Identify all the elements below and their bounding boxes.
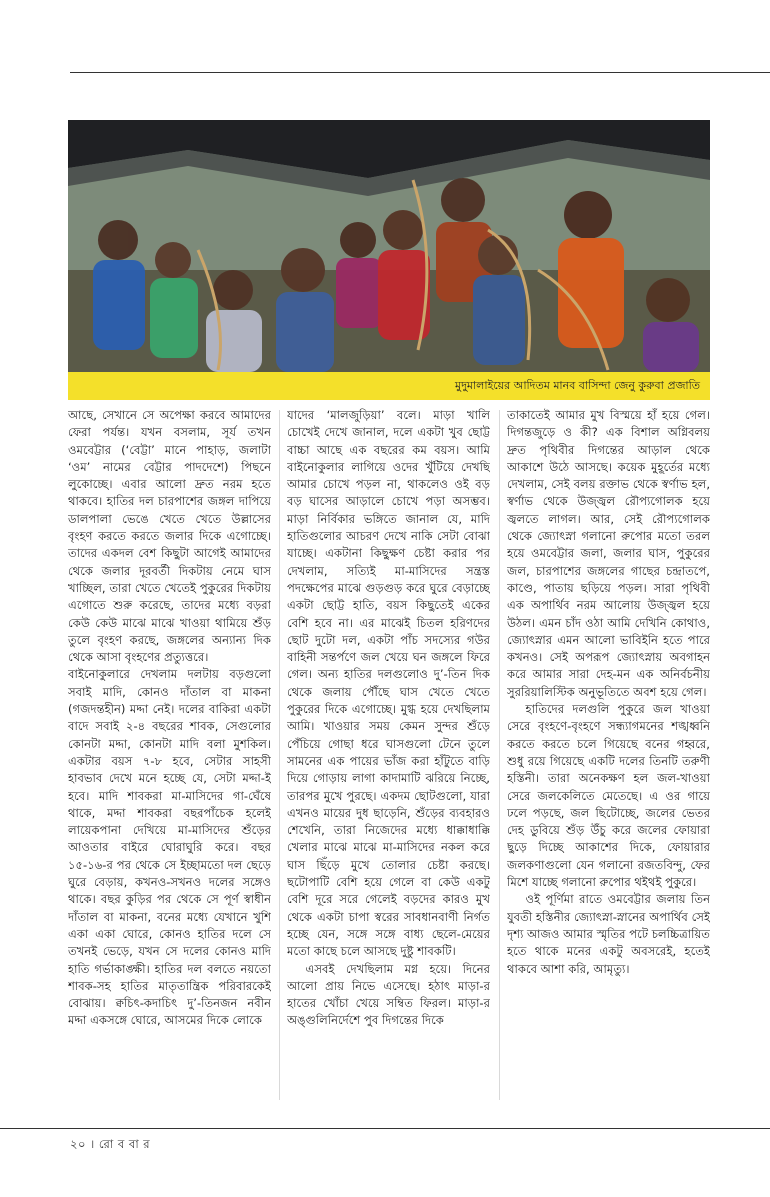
paragraph: বাইনোকুলারে দেখলাম দলটায় বড়গুলো সবাই মাদি, কোনও দাঁতাল বা মাকনা (গজদন্তহীন) মদ্দা নেই। দলের বাকিরা একটা বাদে সবাই ২-৪ বছরের শাবক, সেগুলোর কোনটা মদ্দা, কোনটা মাদি বলা মুশকিল। একটার বয়স ৭-৮ হবে, সেটার সাহসী হাবভাব দেখে মনে হচ্ছে যে, সেটা মদ্দা-ই হবে। মাদি শাবকরা মা-মাসিদের গা-ঘেঁষে থাকে, মদ্দা শাবকরা বছরপাঁচেক হলেই লায়েকপানা দেখিয়ে মা-মাসিদের শুঁড়ের আওতার বাইরে ঘোরাঘুরি করে। বছর ১৫-১৬-র পর থেকে সে ইচ্ছামতো দল ছেড়ে ঘুরে বেড়ায়, কখনও-সখনও দলের সঙ্গেও থাকে। বছর কুড়ির পর থেকে সে পূর্ণ স্বাধীন দাঁতাল বা মাকনা, বনের মধ্যে যেখানে খুশি একা একা ঘোরে, কোনও হাতির দলে সে তখনই ভেড়ে, যখন সে দলের কোনও মাদি হাতি গর্ভাকাঙ্ক্ষী। হাতির দল বলতে নয়তো শাবক-সহ হাতির মাতৃতান্ত্রিক পরিবারকেই বোঝায়। ক্বচিৎ-কদাচিৎ দু’-তিনজন নবীন মদ্দা একসঙ্গে ঘোরে, আসমের দিকে লোকে	[68, 667, 271, 1028]
paragraph: ওই পূর্ণিমা রাতে ওমবেট্টার জলায় তিন যুবতী হস্তিনীর জ্যোৎস্না-স্নানের অপার্থিব সেই দৃশ্য আজও আমার স্মৃতির পটে চলচ্চিত্রায়িত হতে থাকে মনের একটু অবসরেই, হতেই থাকবে আশা করি, আমৃত্যু।	[507, 892, 710, 976]
article-photo	[68, 120, 710, 372]
article-column-1	[68, 407, 271, 1107]
article-column-3	[507, 407, 710, 1107]
article-column-2	[287, 407, 490, 1107]
bottom-rule	[0, 1128, 770, 1129]
paragraph: তাকাতেই আমার মুখ বিস্ময়ে হাঁ হয়ে গেল। দিগন্তজুড়ে ও কী? এক বিশাল অগ্নিবলয় দ্রুত পৃথিবীর দিগন্তের আড়াল থেকে আকাশে উঠে আসছে। কয়েক মুহূর্তের মধ্যে দেখলাম, সেই বলয় রক্তাভ থেকে স্বর্ণাভ হল, স্বর্ণাভ থেকে উজ্জ্বল রৌপ্যগোলক হয়ে জ্বলতে লাগল। আর, সেই রৌপ্যগোলক থেকে জ্যোৎস্না গলানো রুপোর মতো তরল হয়ে ওমবেট্টার জলা, জলার ঘাস, পুকুরের জল, চারপাশের জঙ্গলের গাছের চন্দ্রাতপে, কাণ্ডে, পাতায় ছড়িয়ে পড়ল। সারা পৃথিবী এক অপার্থিব নরম আলোয় উজ্জ্বল হয়ে উঠল। এমন চাঁদ ওঠা আমি দেখিনি কোথাও, জ্যোৎস্নার এমন আলো ভাবিইনি হতে পারে কখনও। সেই অপরূপ জ্যোৎস্নায় অবগাহন করে আমার সারা দেহ-মন এক অনির্বচনীয় সুররিয়ালিস্টিক অনুভূতিতে অবশ হয়ে গেল।	[507, 408, 710, 699]
column-divider	[279, 410, 280, 1100]
top-rule	[70, 72, 770, 73]
photo-children-with-bows	[68, 120, 710, 372]
photo-caption: মুদুমালাইয়ের আদিতম মানব বাসিন্দা জেনু কুরুবা প্রজাতি	[68, 372, 710, 400]
paragraph: যাদের ‘মালজুড়িয়া’ বলে। মাড়া খালি চোখেই দেখে জানাল, দলে একটা খুব ছোট্ট বাচ্চা আছে এক বছরের কম বয়স। আমি বাইনোকুলার লাগিয়ে ওদের খুঁটিয়ে দেখছি আমার চোখে পড়ল না, থাকলেও ওই বড় বড় ঘাসের আড়ালে চোখে পড়া অসম্ভব। মাড়া নির্বিকার ভঙ্গিতে জানাল যে, মাদি হাতিগুলোর আচরণ দেখে নাকি সেটা বোঝা যাচ্ছে। একটানা কিছুক্ষণ চেষ্টা করার পর দেখলাম, সত্যিই মা-মাসিদের সন্ত্রস্ত পদক্ষেপের মাঝে গুড়গুড় করে ঘুরে বেড়াচ্ছে একটা ছোট্ট হাতি, বয়স কিছুতেই একের বেশি হবে না। এর মাঝেই চিতল হরিণদের ছোট দুটো দল, একটা পাঁচ সদস্যের গউর বাহিনী সন্তর্পণে জল খেয়ে ঘন জঙ্গলে ফিরে গেল। অন্য হাতির দলগুলোও দু’-তিন দিক থেকে জলায় পৌঁছে ঘাস খেতে খেতে পুকুরের দিকে এগোচ্ছে। মুগ্ধ হয়ে দেখছিলাম আমি। খাওয়ার সময় কেমন সুন্দর শুঁড়ে পেঁচিয়ে গোছা ধরে ঘাসগুলো টেনে তুলে সামনের এক পায়ের ভাঁজ করা হাঁটুতে বাড়ি দিয়ে গোড়ায় লাগা কাদামাটি ঝরিয়ে নিচ্ছে, তারপর মুখে পুরছে। একদম ছোটগুলো, যারা এখনও মায়ের দুধ ছাড়েনি, শুঁড়ের ব্যবহারও শেখেনি, তারা নিজেদের মধ্যে ধাক্কাধাক্কি খেলার মাঝে মাঝে মা-মাসিদের নকল করে ঘাস ছিঁড়ে মুখে তোলার চেষ্টা করছে। ছটোপাটি বেশি হয়ে গেলে বা কেউ একটু বেশি দূরে সরে গেলেই বড়দের কারও মুখ থেকে একটা চাপা স্বরের সাবধানবাণী নির্গত হচ্ছে যেন, সঙ্গে সঙ্গে বাধ্য ছেলে-মেয়ের মতো কাছে চলে আসছে দুষ্টু শাবকটি।	[287, 408, 490, 959]
paragraph: হাতিদের দলগুলি পুকুরে জল খাওয়া সেরে বৃংহণে-বৃংহণে সন্ধ্যাগমনের শঙ্খধ্বনি করতে করতে চলে গিয়েছে বনের গহ্বরে, শুধু রয়ে গিয়েছে একটি দলের তিনটি তরুণী হস্তিনী। তারা অনেকক্ষণ হল জল-খাওয়া সেরে জলকেলিতে মেতেছে। এ ওর গায়ে ঢলে পড়ছে, জল ছিটোচ্ছে, জলের ভেতর দেহ ডুবিয়ে শুঁড় উঁচু করে জলের ফোয়ারা ছুড়ে দিচ্ছে আকাশের দিকে, ফোয়ারার জলকণাগুলো যেন গলানো রজতবিন্দু, ফের মিশে যাচ্ছে গলানো রুপোর থইথই পুকুরে।	[507, 702, 710, 890]
paragraph: এসবই দেখছিলাম মগ্ন হয়ে। দিনের আলো প্রায় নিভে এসেছে। হঠাৎ মাড়া-র হাতের খোঁচা খেয়ে সম্বিত ফিরল। মাড়া-র অঙ্গুলিনির্দেশে পুব দিগন্তের দিকে	[287, 961, 490, 1028]
paragraph: আছে, সেখানে সে অপেক্ষা করবে আমাদের ফেরা পর্যন্ত। যখন বসলাম, সূর্য তখন ওমবেট্টার (‘বেট্টা’ মানে পাহাড়, জলাটা ‘ওম’ নামের বেট্টার পাদদেশে) পিছনে লুকোচ্ছে। এবার আলো দ্রুত নরম হতে থাকবে। হাতির দল চারপাশের জঙ্গল দাপিয়ে ডালপালা ভেঙে খেতে খেতে উল্লাসের বৃংহণ করতে করতে জলার দিকে এগোচ্ছে। তাদের একদল বেশ কিছুটা আগেই আমাদের থেকে জলার দূরবর্তী দিকটায় নেমে ঘাস খাচ্ছিল, তারা খেতে খেতেই পুকুরের দিকটায় এগোতে শুরু করেছে, তাদের মধ্যে বড়রা কেউ কেউ মাঝে মাঝে খাওয়া থামিয়ে শুঁড় তুলে বৃংহণ করছে, জঙ্গলের অন্যান্য দিক থেকে আসা বৃংহণের প্রত্যুত্তরে।	[68, 408, 271, 665]
column-divider	[499, 410, 500, 1100]
page-footer: ২০ । রো ব বা র	[70, 1137, 151, 1151]
